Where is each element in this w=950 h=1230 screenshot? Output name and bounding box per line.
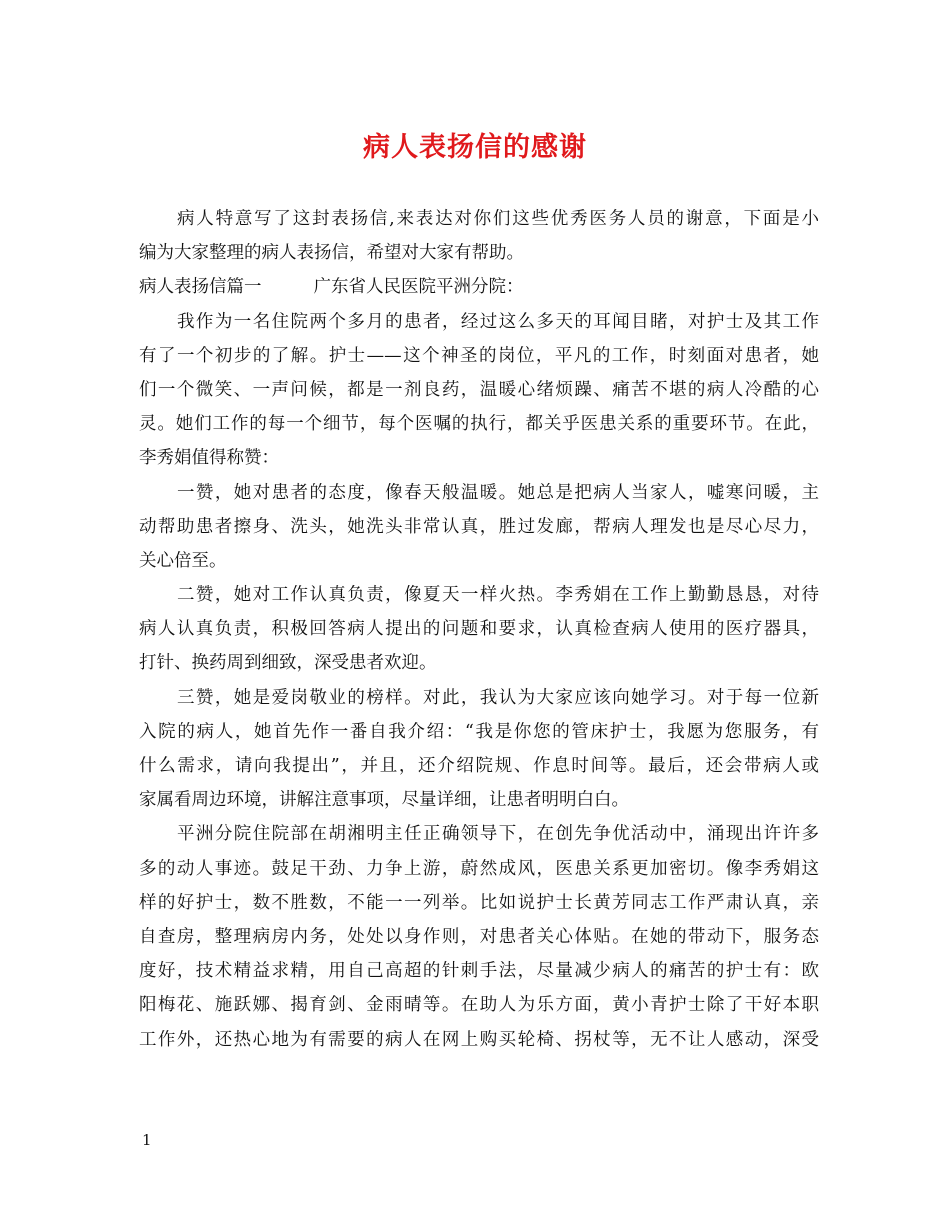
paragraph-line: 病人认真负责，积极回答病人提出的问题和要求，认真检查病人使用的医疗器具，: [139, 619, 819, 640]
section-heading-recipient: 广东省人民医院平洲分院：: [313, 277, 524, 298]
paragraph-line: 一赞，她对患者的态度，像春天般温暖。她总是把病人当家人，嘘寒问暖，主: [177, 482, 819, 503]
paragraph-line: 三赞，她是爱岗敬业的榜样。对此，我认为大家应该向她学习。对于每一位新: [177, 687, 819, 708]
paragraph-line: 关心倍至。: [139, 550, 227, 571]
letter-body: [139, 202, 819, 1057]
paragraph-line: 自查房，整理病房内务，处处以身作则，对患者关心体贴。在她的带动下，服务态: [139, 926, 819, 947]
intro-line-1: 病人特意写了这封表扬信,来表达对你们这些优秀医务人员的谢意，下面是小: [177, 209, 819, 229]
paragraph-line: 二赞，她对工作认真负责，像夏天一样火热。李秀娟在工作上勤勤恳恳，对待: [177, 585, 819, 606]
paragraph-line: 什么需求，请向我提出”，并且，还介绍院规、作息时间等。最后，还会带病人或: [139, 756, 819, 776]
paragraph-line: 们一个微笑、一声问候，都是一剂良药，温暖心绪烦躁、痛苦不堪的病人冷酷的心: [139, 379, 819, 400]
paragraph-line: 我作为一名住院两个多月的患者，经过这么多天的耳闻目睹，对护士及其工作: [177, 311, 819, 332]
paragraph-line: 打针、换药周到细致，深受患者欢迎。: [139, 653, 437, 674]
section-heading: [139, 270, 819, 304]
paragraph-line: 多的动人事迹。鼓足干劲、力争上游，蔚然成风，医患关系更加密切。像李秀娟这: [139, 858, 819, 879]
paragraph-line: 有了一个初步的了解。护士——这个神圣的岗位，平凡的工作，时刻面对患者，她: [139, 345, 819, 366]
paragraph-line: 工作外，还热心地为有需要的病人在网上购买轮椅、拐杖等，无不让人感动，深受: [139, 1029, 819, 1050]
paragraph-line: 入院的病人，她首先作一番自我介绍：“我是你您的管床护士，我愿为您服务，有: [139, 721, 819, 742]
page-title: 病人表扬信的感谢: [363, 132, 587, 163]
paragraph-line: 度好，技术精益求精，用自己高超的针刺手法，尽量减少病人的痛苦的护士有：欧: [139, 961, 819, 982]
paragraph-line: 灵。她们工作的每一个细节，每个医嘱的执行，都关乎医患关系的重要环节。在此，: [139, 414, 819, 435]
section-heading-title: 病人表扬信篇一: [139, 277, 262, 298]
paragraph-line: 家属看周边环境，讲解注意事项，尽量详细，让患者明明白白。: [139, 790, 629, 811]
page-number: 1: [142, 1131, 152, 1149]
paragraph-line: 平洲分院住院部在胡湘明主任正确领导下，在创先争优活动中，涌现出许许多: [177, 824, 819, 845]
intro-line-2: 编为大家整理的病人表扬信，希望对大家有帮助。: [139, 243, 524, 264]
paragraph-line: 李秀娟值得称赞：: [139, 448, 279, 469]
paragraph-line: 动帮助患者擦身、洗头，她洗头非常认真，胜过发廊，帮病人理发也是尽心尽力，: [139, 516, 819, 537]
paragraph-line: 样的好护士，数不胜数，不能一一列举。比如说护士长黄芳同志工作严肃认真，亲: [139, 892, 819, 913]
paragraph-line: 阳梅花、施跃娜、揭育剑、金雨晴等。在助人为乐方面，黄小青护士除了干好本职: [139, 995, 819, 1016]
